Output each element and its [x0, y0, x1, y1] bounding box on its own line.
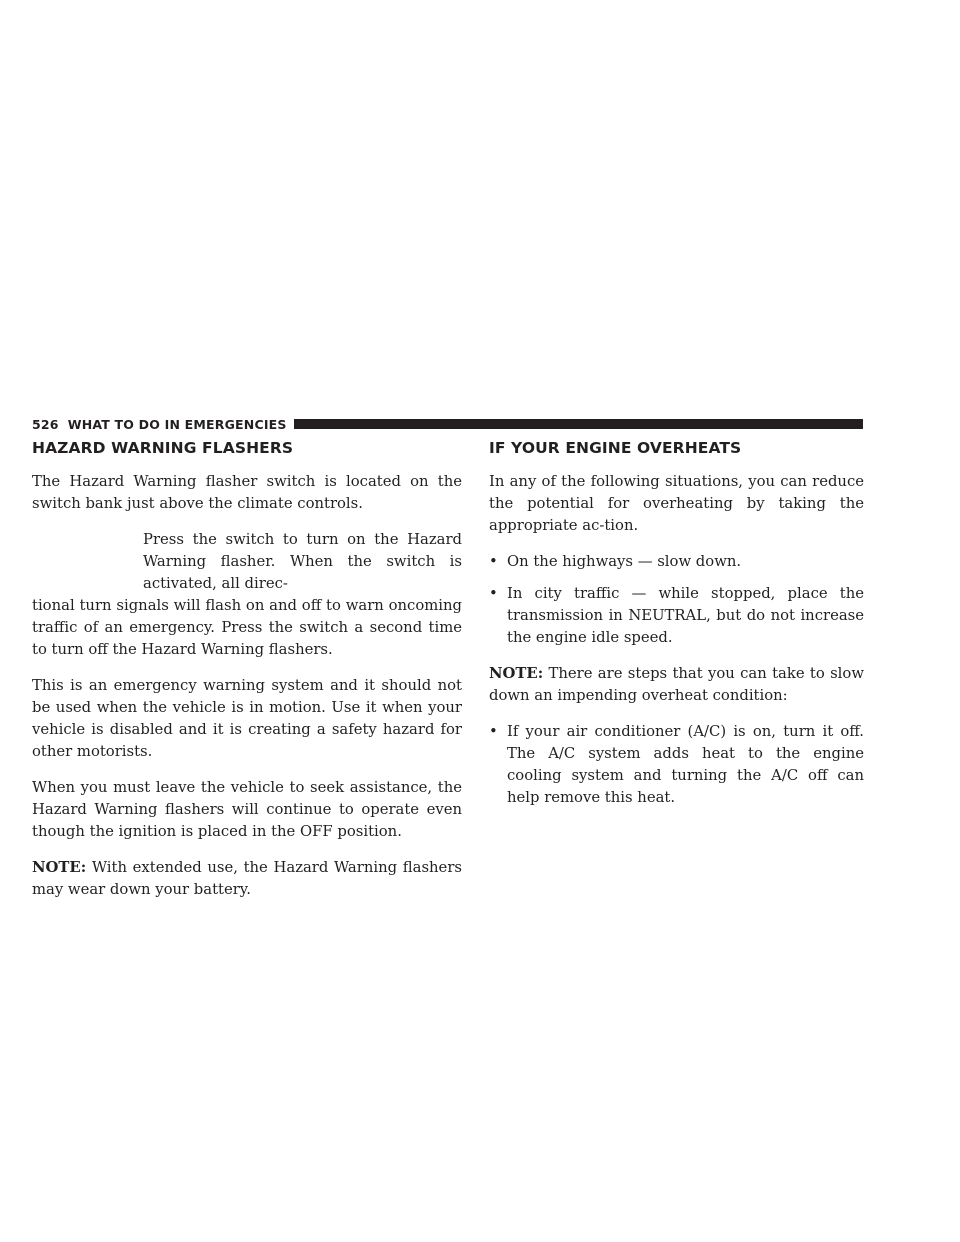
- note-label: NOTE:: [489, 665, 544, 682]
- note-text: There are steps that you can take to slow down an impending overheat condition:: [489, 665, 864, 704]
- overheat-note: [489, 663, 864, 707]
- left-column: [32, 439, 462, 915]
- overheat-heading: IF YOUR ENGINE OVERHEATS: [489, 439, 742, 457]
- section-title: WHAT TO DO IN EMERGENCIES: [67, 416, 287, 432]
- hazard-paragraph-2-rest: tional turn signals will flash on and off to warn oncoming traffic of an emergency. Press the switch a second time to turn off the Hazard Warning flashers.: [32, 597, 462, 658]
- hazard-note: [32, 857, 462, 901]
- list-item: • If your air conditioner (A/C) is on, turn it off. The A/C system adds heat to the engine cooling system and turning the A/C off can help remove this heat.: [489, 723, 864, 806]
- hazard-paragraph-1: The Hazard Warning flasher switch is located on the switch bank just above the climate controls.: [32, 473, 462, 512]
- page-header: [32, 417, 863, 431]
- hazard-paragraph-3: This is an emergency warning system and it should not be used when the vehicle is in motion. Use it when your vehicle is disabled and it is creating a safety hazard for other motorists.: [32, 677, 462, 760]
- overheat-list-2: [489, 721, 864, 809]
- hazard-paragraph-2-indented: Press the switch to turn on the Hazard Warning flasher. When the switch is activated, all direc-: [143, 531, 462, 592]
- bullet-icon: •: [489, 723, 498, 740]
- right-column: [489, 439, 864, 823]
- note-label: NOTE:: [32, 859, 87, 876]
- header-rule: [294, 419, 863, 429]
- page-number: 526: [32, 416, 59, 432]
- overheat-list-1: [489, 551, 864, 649]
- list-item: • On the highways — slow down.: [489, 551, 864, 573]
- bullet-icon: •: [489, 585, 498, 602]
- note-text: With extended use, the Hazard Warning flashers may wear down your battery.: [32, 859, 462, 898]
- hazard-heading: HAZARD WARNING FLASHERS: [32, 439, 294, 457]
- bullet-icon: •: [489, 553, 498, 570]
- overheat-intro: In any of the following situations, you can reduce the potential for overheating by taking the appropriate ac-tion.: [489, 473, 864, 534]
- hazard-paragraph-4: When you must leave the vehicle to seek assistance, the Hazard Warning flashers will continue to operate even though the ignition is placed in the OFF position.: [32, 779, 462, 840]
- list-item: • In city traffic — while stopped, place the transmission in NEUTRAL, but do not increase the engine idle speed.: [489, 585, 864, 646]
